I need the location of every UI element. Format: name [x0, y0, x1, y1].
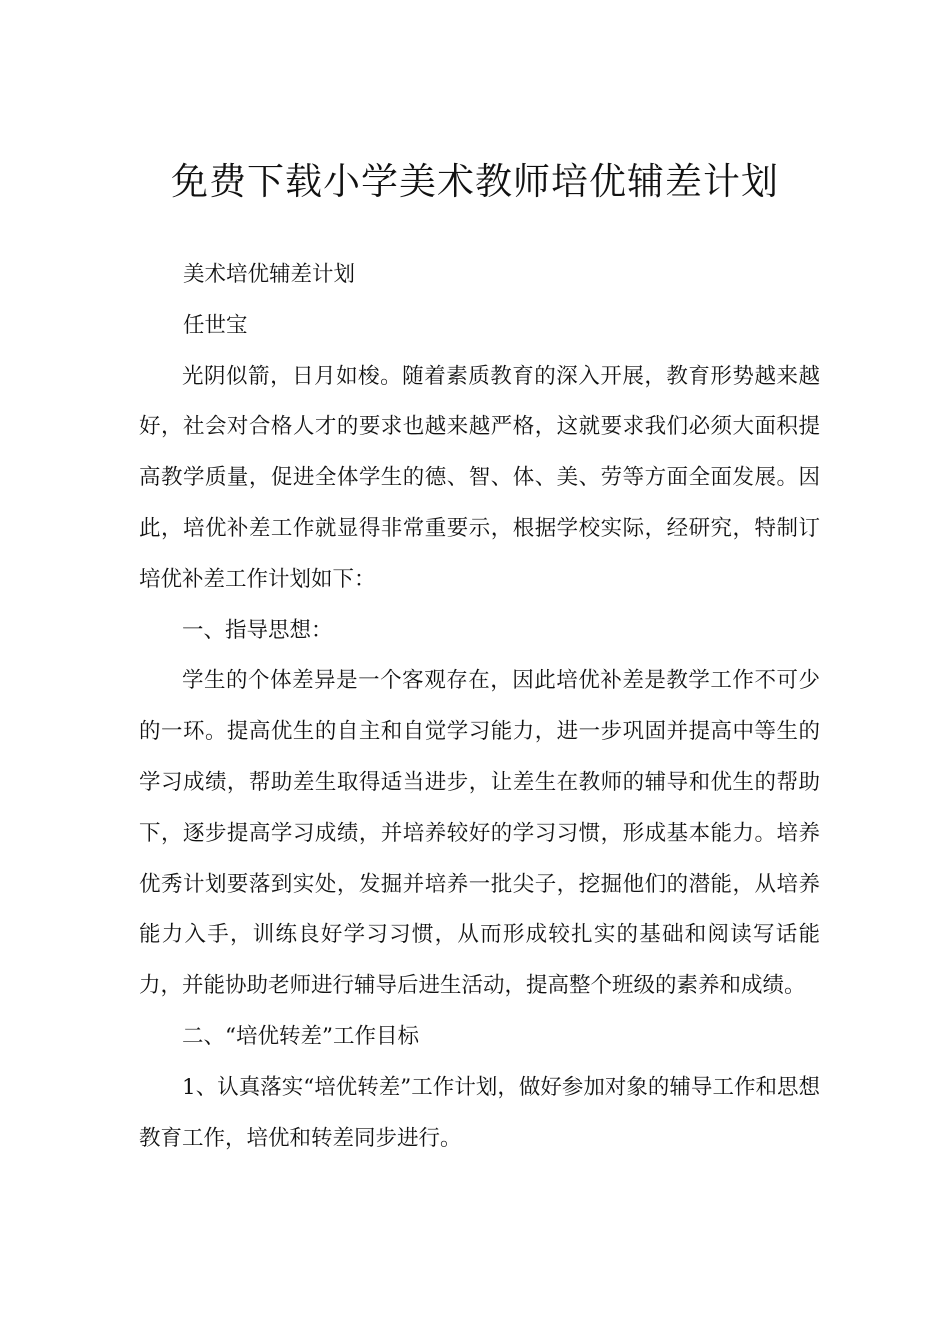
paragraph-guiding-thought: 学生的个体差异是一个客观存在，因此培优补差是教学工作不可少的一环。提高优生的自主和自觉学习能力，进一步巩固并提高中等生的学习成绩，帮助差生取得适当进步，让差生在教师的辅导和优生的帮助下，逐步提高学习成绩，并培养较好的学习习惯，形成基本能力。培养优秀计划要落到实处，发掘并培养一批尖子，挖掘他们的潜能，从培养能力入手，训练良好学习习惯，从而形成较扎实的基础和阅读写话能力，并能协助老师进行辅导后进生活动，提高整个班级的素养和成绩。 [139, 668, 820, 999]
document-body [139, 250, 820, 1164]
section-heading-goals: 二、“培优转差”工作目标 [182, 1023, 419, 1049]
paragraph-goal-1: 1、认真落实“培优转差”工作计划，做好参加对象的辅导工作和思想教育工作，培优和转差同步进行。 [139, 1074, 820, 1151]
document-author: 任世宝 [183, 312, 248, 338]
paragraph-intro: 光阴似箭，日月如梭。随着素质教育的深入开展，教育形势越来越好，社会对合格人才的要求也越来越严格，这就要求我们必须大面积提高教学质量，促进全体学生的德、智、体、美、劳等方面全面发展。因此，培优补差工作就显得非常重要示，根据学校实际，经研究，特制订培优补差工作计划如下： [139, 363, 820, 592]
document-subtitle: 美术培优辅差计划 [183, 262, 356, 287]
document-title: 免费下载小学美术教师培优辅差计划 [171, 160, 779, 203]
section-heading-guiding-thought: 一、指导思想： [182, 617, 333, 643]
